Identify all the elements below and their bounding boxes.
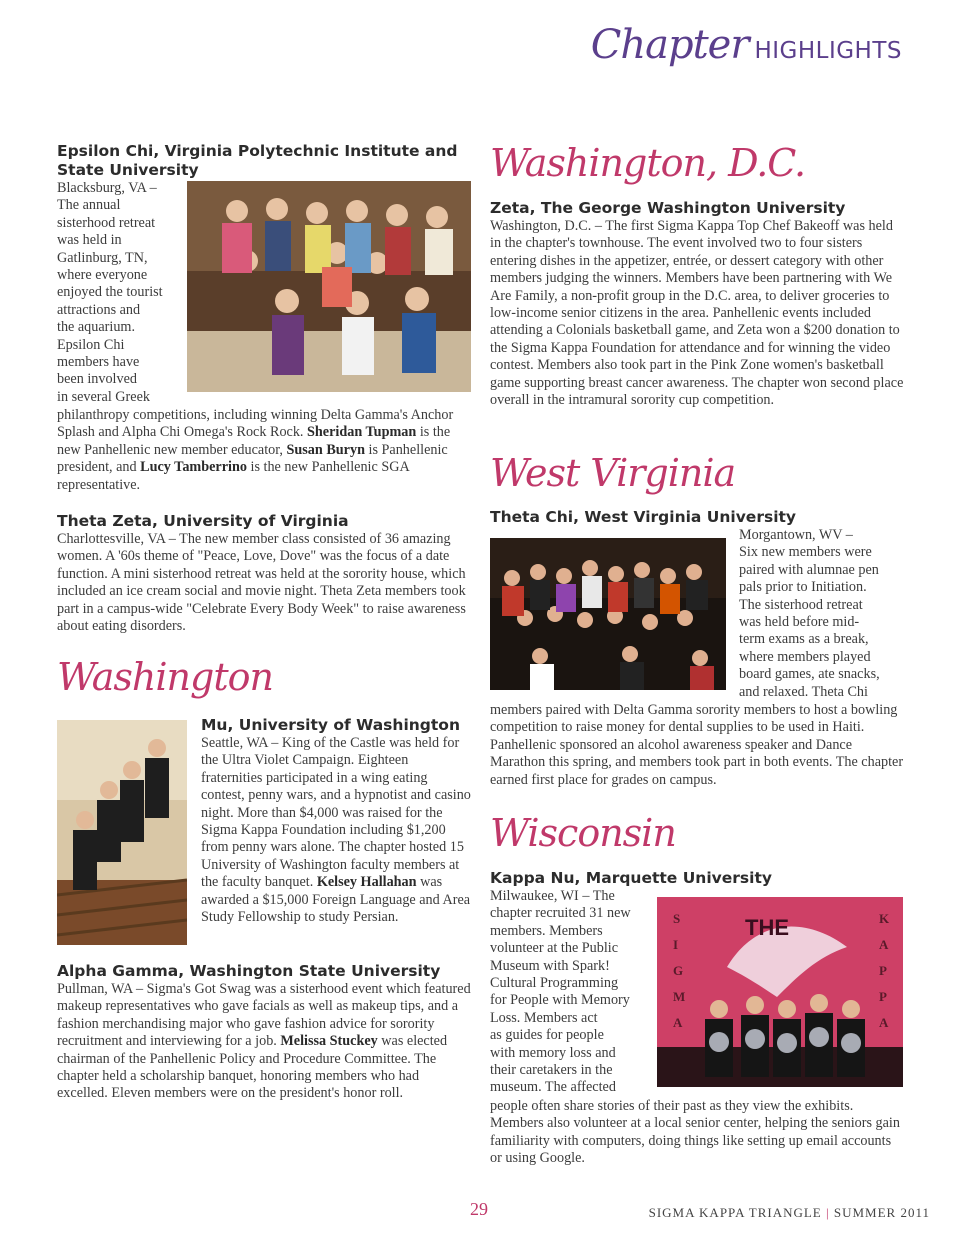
text-line: Epsilon Chi [57, 336, 125, 353]
text-line: board games, ate snacks, [739, 666, 880, 683]
text-line: enjoyed the tourist [57, 284, 163, 301]
text-line: attractions and [57, 301, 141, 318]
text-line: paired with alumnae pen [739, 561, 879, 578]
banner-letter: S [673, 911, 681, 926]
banner-letter: P [879, 989, 887, 1004]
banner-letter: A [879, 937, 889, 952]
banner-letter: P [879, 963, 887, 978]
alpha-gamma-article [57, 962, 472, 1103]
text-line: chapter recruited 31 new [490, 905, 631, 922]
theta-zeta-article [57, 512, 472, 635]
section-header [591, 22, 902, 92]
wisconsin-heading: Wisconsin [490, 811, 676, 855]
kappa-nu-body: people often share stories of their past as they view the exhibits. Members also volunteer at a local senior center, helping the seniors gain familiarity with computers, doing things like setting up email accounts or using Google. [490, 1098, 900, 1167]
mu-body: Seattle, WA – King of the Castle was held for the Ultra Violet Campaign. Eighteen fraternities participated in a wing eating contest, penny wars, and a hypnotist and casino night. More than $4,000 was raised for the Sigma Kappa Foundation including $1,200 from penny wars alone. The chapter hosted 15 University of Washington faculty members at the faculty banquet. Kelsey Hallahan was awarded a $15,000 Foreign Language and Area Study Fellowship to study Persian. [201, 735, 471, 926]
text-line: The sisterhood retreat [739, 596, 863, 613]
text-line: with memory loss and [490, 1044, 616, 1061]
washington-heading: Washington [57, 655, 273, 699]
text-line: where members played [739, 648, 871, 665]
header-script-word: Chapter [590, 22, 749, 68]
banner-letter: K [879, 911, 890, 926]
text-line: their caretakers in the [490, 1062, 613, 1079]
footer-separator: | [826, 1205, 830, 1220]
text-line: term exams as a break, [739, 631, 869, 648]
mu-title: Mu, University of Washington [201, 716, 460, 734]
text-line: volunteer at the Public [490, 940, 619, 957]
epsilon-chi-wrap-text [57, 180, 185, 406]
kappa-nu-group-photo [657, 897, 903, 1087]
text-line: Morgantown, WV – [739, 527, 853, 543]
epsilon-chi-body: philanthropy competitions, including winning Delta Gamma's Anchor Splash and Alpha Chi Omega's Rock Rock. Sheridan Tupman is the new Panhellenic new member educator, Susan Buryn is Panhellenic president, and Lucy Tamberrino is the new Panhellenic SGA representative. [57, 407, 454, 493]
text-line: in several Greek [57, 388, 150, 405]
dc-state-heading [490, 140, 905, 186]
text-line: Milwaukee, WI – The [490, 888, 615, 904]
theta-chi-body: members paired with Delta Gamma sorority members to host a bowling competition to raise money for dental supplies to be used in Haiti. Panhellenic sponsored an alcohol awareness speaker and Dance Marathon this spring, and members took part in both events. The chapter earned first place for grades on campus. [490, 702, 904, 788]
theta-chi-wrap-text [739, 527, 909, 701]
text-line: museum. The affected [490, 1079, 616, 1096]
issue-label: SUMMER 2011 [833, 1205, 930, 1220]
header-caps-word: HIGHLIGHTS [754, 38, 902, 64]
dc-heading: Washington, D.C. [490, 141, 806, 185]
magazine-footer [649, 1205, 930, 1221]
text-line: the aquarium. [57, 319, 136, 336]
text-line: where everyone [57, 267, 148, 284]
page-number: 29 [470, 1199, 488, 1219]
theta-zeta-title: Theta Zeta, University of Virginia [57, 512, 349, 530]
magazine-name: SIGMA KAPPA TRIANGLE [648, 1205, 822, 1220]
banner-top-text: THE [745, 915, 789, 940]
text-line: Museum with Spark! [490, 957, 610, 974]
banner-letter: M [673, 989, 686, 1004]
text-line: as guides for people [490, 1027, 604, 1044]
alpha-gamma-title: Alpha Gamma, Washington State University [57, 962, 441, 980]
washington-state-heading [57, 654, 273, 700]
banner-letter: A [879, 1015, 889, 1030]
wv-state-heading [490, 450, 905, 496]
text-line: sisterhood retreat [57, 214, 156, 231]
text-line: Loss. Members act [490, 1009, 598, 1026]
zeta-article [490, 199, 905, 409]
theta-zeta-body: Charlottesville, VA – The new member class consisted of 36 amazing women. A '60s theme of "Peace, Love, Dove" was the focus of a date function. A mini sisterhood retreat was held at the sorority house, which included an ice cream social and movie night. Theta Zeta members took part in a campus-wide "Celebrate Every Body Week" to raise awareness about eating disorders. [57, 531, 466, 635]
alpha-gamma-body: Pullman, WA – Sigma's Got Swag was a sisterhood event which featured makeup representatives who gave facials as well as makeup tips, and a fashion merchandising major who gave fashion advice for sorority recruitment and interviewing for a job. Melissa Stuckey was elected chairman of the Panhellenic Policy and Procedure Committee. The chapter held a scholarship banquet, honoring members who had excelled. Eleven members were on the president's honor roll. [57, 981, 471, 1102]
text-line: and relaxed. Theta Chi [739, 683, 868, 700]
epsilon-chi-title: Epsilon Chi, Virginia Polytechnic Institute and State University [57, 142, 458, 179]
text-line: Cultural Programming [490, 975, 619, 992]
text-line: members have [57, 354, 140, 371]
text-line: Six new members were [739, 544, 872, 561]
west-virginia-heading: West Virginia [490, 451, 736, 495]
text-line: was held before mid- [739, 614, 860, 631]
text-line: for People with Memory [490, 992, 630, 1009]
text-line: Gatlinburg, TN, [57, 249, 148, 266]
text-line: pals prior to Initiation. [739, 579, 867, 596]
theta-chi-title: Theta Chi, West Virginia University [490, 508, 797, 526]
mu-article [201, 716, 471, 926]
banner-letter: G [673, 963, 684, 978]
banner-letter: A [673, 1015, 683, 1030]
mu-group-photo [57, 720, 187, 945]
zeta-title: Zeta, The George Washington University [490, 199, 846, 217]
kappa-nu-wrap-text [490, 888, 655, 1097]
wi-state-heading [490, 810, 905, 856]
text-line: The annual [57, 197, 121, 214]
text-line: members. Members [490, 922, 603, 939]
kappa-nu-title: Kappa Nu, Marquette University [490, 869, 772, 887]
epsilon-chi-group-photo [187, 181, 471, 392]
text-line: Blacksburg, VA – [57, 180, 157, 196]
zeta-body: Washington, D.C. – The first Sigma Kappa Top Chef Bakeoff was held in the chapter's townhouse. The event involved two to four sisters entering dishes in the appetizer, entrée, or dessert category with other members judging the winners. Members have been partnering with We Are Family, a non-profit group in the D.C. area, to deliver groceries to low-income senior citizens in the area. Panhellenic events included attending a Colonials basketball game, and Zeta won a $200 donation to the Sigma Kappa Foundation for attendance and for winning the video contest. Members also took part in the Pink Zone women's basketball game supporting breast cancer awareness. The chapter won second place overall in the intramural sorority cup competition. [490, 218, 904, 409]
banner-letter: I [673, 937, 679, 952]
text-line: was held in [57, 232, 122, 249]
theta-chi-group-photo [490, 538, 726, 690]
text-line: been involved [57, 371, 137, 388]
